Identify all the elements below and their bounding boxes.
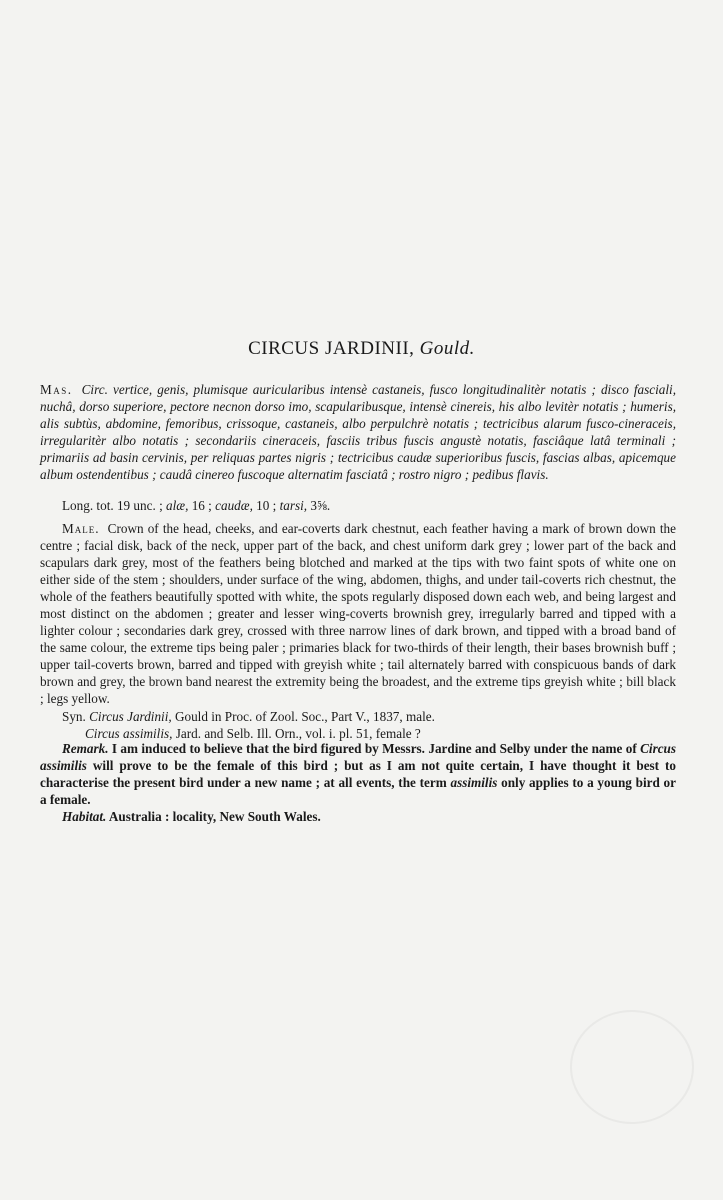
- habitat-line: [62, 808, 698, 825]
- measure-caudae: 10 ;: [256, 498, 277, 513]
- measure-tarsi: 3⅝.: [310, 498, 331, 513]
- synonym-name-1: Circus Jardinii,: [89, 709, 172, 724]
- latin-text: Circ. vertice, genis, plumisque auricularibus intensè castaneis, fusco longitudinalitèr notatis ; disco fasciali, nuchâ, dorso superiore, pectore necnon dorso imo, scapularibusque, intensè cinereis, his albo levitèr notatis ; humeris, alis subtùs, abdomine, femoribus, crissoque, castaneis, albo perpulchrè notatis ; tectricibus alarum fusco-cineraceis, irregularitèr albo notatis ; secondariis cineraceis, fasciis tribus fuscis angustè notatis, fasciâque latâ terminali ; primariis ad basin cervinis, per reliquas partes nigris ; tectricibus caudæ superioribus fuscis, fascias albas, apicemque album ostendentibus ; caudâ cinereo fuscoque alternatim fasciatâ ; rostro nigro ; pedibus flavis.: [40, 382, 677, 482]
- species-author: Gould.: [419, 338, 475, 359]
- measure-total: Long. tot. 19 unc. ;: [62, 498, 163, 513]
- remark-name: Circus assimilis: [40, 741, 677, 773]
- male-lead: Male.: [62, 521, 100, 536]
- male-text: Crown of the head, cheeks, and ear-coverts dark chestnut, each feather having a mark of brown down the centre ; facial disk, back of the neck, upper part of the back, and chest uniform dark grey ; lower part of the back and scapulars dark grey, most of the feathers being blotched and marked at the tips with two faint spots of white one on either side of the stem ; shoulders, under surface of the wing, abdomen, thighs, and under tail-coverts rich chestnut, the whole of the feathers beautifully spotted with white, the spots regularly disposed down each web, and being largest and most distinct on the abdomen ; greater and lesser wing-coverts brownish grey, irregularly barred and tipped with a lighter colour ; secondaries dark grey, crossed with three narrow lines of dark brown, and tipped with a broad band of the same colour, the extreme tips being paler ; primaries black for two-thirds of their length, their bases brownish buff ; upper tail-coverts brown, barred and tipped with greyish white ; tail alternately barred with conspicuous bands of dark brown and grey, the brown band nearest the extremity being the broadest, and the extreme tips greyish white ; bill black ; legs yellow.: [40, 521, 676, 706]
- measure-caudae-label: caudæ,: [215, 498, 253, 513]
- habitat-label: Habitat.: [62, 809, 107, 824]
- latin-description: [40, 381, 676, 483]
- remark-text-3: only applies to a young bird or a female.: [40, 775, 676, 807]
- measurements: [62, 497, 698, 514]
- species-title: [0, 338, 723, 360]
- synonym-ref-1: Gould in Proc. of Zool. Soc., Part V., 1837, male.: [174, 709, 435, 724]
- measure-alae: 16 ;: [191, 498, 212, 513]
- male-description: [40, 520, 676, 707]
- synonym-lead: Syn.: [62, 709, 86, 724]
- remark-term: assimilis: [450, 775, 498, 790]
- remark-text-1: I am induced to believe that the bird figured by Messrs. Jardine and Selby under the name of: [111, 741, 637, 756]
- remark-label: Remark.: [62, 741, 109, 756]
- synonym-ref-2: Jard. and Selb. Ill. Orn., vol. i. pl. 51, female ?: [175, 726, 421, 741]
- latin-lead: Mas.: [40, 382, 73, 397]
- habitat-text: Australia : locality, New South Wales.: [108, 809, 321, 824]
- paper-stain: [570, 1010, 694, 1124]
- synonymy: [62, 708, 662, 742]
- measure-alae-label: alæ,: [166, 498, 189, 513]
- measure-tarsi-label: tarsi,: [279, 498, 308, 513]
- species-name: CIRCUS JARDINII,: [248, 338, 415, 359]
- synonym-row-1: [62, 708, 662, 725]
- synonym-name-2: Circus assimilis,: [85, 726, 173, 741]
- remark-text-2: will prove to be the female of this bird ; but as I am not quite certain, I have thought it best to characterise the present bird under a new name ; at all events, the term: [40, 758, 677, 790]
- remark-paragraph: [40, 740, 676, 808]
